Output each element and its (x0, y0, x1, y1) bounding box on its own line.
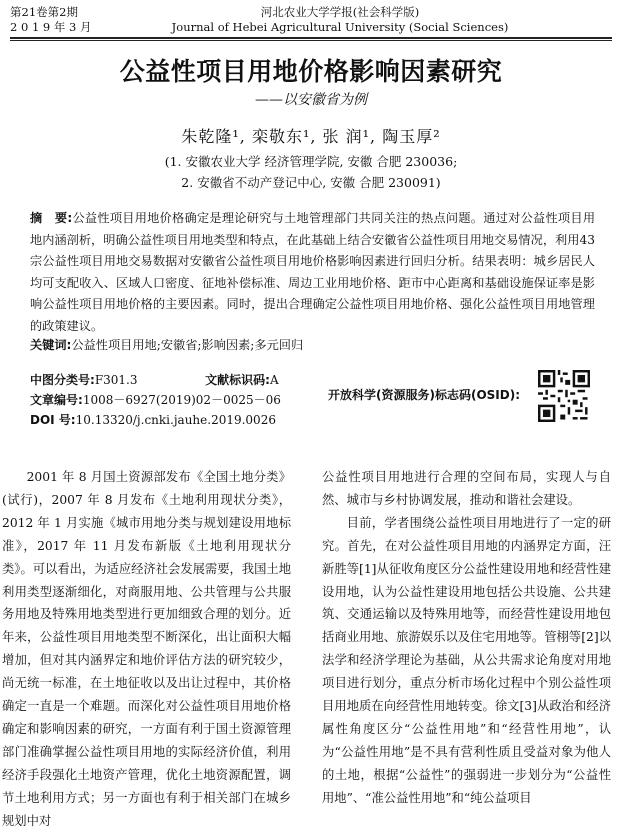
doc-code-value: A (269, 373, 279, 387)
body-paragraph: 目前，学者围绕公益性项目用地进行了一定的研究。首先，在对公益性项目用地的内涵界定方面，汪新胜等[1]从征收角度区分公益性建设用地和经营性建设用地，认为公益性建设用地包括公共设施、公共建筑、交通运输以及特殊用地等，而经营性建设用地包括商业用地、旅游娱乐以及住宅用地等。管栩等[2]以法学和经济学理论为基础，从公共需求论角度对用地项目进行划分，重点分析市场化过程中个别公益性项目用地质在向经营性用地转变。徐文[3]从政治和经济属性角度区分“公益性用地”和“经营性用地”，认为“公益性用地”是不具有营利性质且受益对象为他人的土地，根据“公益性”的强弱进一步划分为“公益性用地”、“准公益性用地”和“纯公益项目 (322, 515, 611, 805)
author-list: 朱乾隆¹, 栾敬东¹, 张 润¹, 陶玉厚² (181, 127, 441, 146)
journal-name-en: Journal of Hebei Agricultural University (Social Sciences) (171, 20, 509, 34)
article-no-value: 1008－6927(2019)02－0025－06 (82, 393, 281, 407)
qr-code-icon[interactable] (538, 370, 590, 422)
body-right-column (322, 466, 611, 810)
body-paragraph-continued: 公益性项目用地进行合理的空间布局，实现人与自然、城市与乡村协调发展，推动和谐社会建设。 (322, 470, 611, 507)
doi-label: DOI 号: (30, 413, 76, 427)
journal-name-cn: 河北农业大学学报(社会科学版) (260, 5, 420, 19)
article-no-label: 文章编号: (30, 393, 83, 407)
doi-line (30, 410, 276, 430)
doi-value: 10.13320/j.cnki.jauhe.2019.0026 (75, 413, 276, 427)
affiliation-2: 2. 安徽省不动产登记中心, 安徽 合肥 230091) (181, 175, 441, 190)
article-title: 公益性项目用地价格影响因素研究 (119, 57, 503, 86)
journal-name (160, 5, 520, 35)
header-rule (10, 37, 612, 39)
abstract-label: 摘 要: (30, 211, 73, 225)
issue-date: 2 0 1 9 年 3 月 (10, 20, 92, 34)
header-rule-thin (10, 40, 612, 41)
clc-value: F301.3 (94, 373, 138, 387)
keywords-label: 关键词: (30, 338, 72, 352)
affiliation-1: (1. 安徽农业大学 经济管理学院, 安徽 合肥 230036; (164, 154, 458, 169)
article-number-line (30, 390, 281, 410)
issue-info (10, 5, 92, 35)
doc-code-label: 文献标识码: (205, 373, 270, 387)
keywords-text: 公益性项目用地;安徽省;影响因素;多元回归 (71, 338, 304, 352)
osid-label: 开放科学(资源服务)标志码(OSID): (328, 388, 521, 402)
body-paragraph: 2001 年 8 月国土资源部发布《全国土地分类》(试行)，2007 年 8 月发布《土地利用现状分类》，2012 年 1 月实施《城市用地分类与规划建设用地标准》，2017 年 11 月发布新版《土地利用现状分类》。可以看出，为适应经济社会发展需要，我国土地利用类型逐渐细化，对商服用地、公共管理与公共服务用地及特殊用地类型进行更加细致合理的划分。近年来，公益性项目用地类型不断深化，出让面积大幅增加，但对其内涵界定和地价评估方法的研究较少，尚无统一标准，在土地征收以及出让过程中，其价格确定一直是一个难题。而深化对公益性项目用地价格确定和影响因素的研究，一方面有利于国土资源管理部门准确掌握公益性项目用地的实际经济价值，利用经济手段强化土地资产管理，优化土地资源配置，调节土地利用方式；另一方面也有利于相关部门在城乡规划中对 (2, 470, 291, 828)
abstract-text: 公益性项目用地价格确定是理论研究与土地管理部门共同关注的热点问题。通过对公益性项目用地内涵剖析，明确公益性项目用地类型和特点，在此基础上结合安徽省公益性项目用地交易情况，利用43宗公益性项目用地交易数据对安徽省公益性项目用地价格影响因素进行回归分析。结果表明：城乡居民人均可支配收入、区域人口密度、征地补偿标准、周边工业用地价格、距市中心距离和基础设施保证率是影响公益性项目用地价格的主要因素。同时，提出合理确定公益性项目用地价格、强化公益性项目用地管理的政策建议。 (30, 211, 596, 333)
volume-issue: 第21卷第2期 (10, 5, 78, 19)
keywords (30, 336, 595, 353)
abstract (30, 208, 595, 337)
article-subtitle: ——以安徽省为例 (255, 92, 367, 108)
clc-label: 中图分类号: (30, 373, 95, 387)
body-left-column (2, 466, 291, 833)
classification-line (30, 370, 279, 390)
